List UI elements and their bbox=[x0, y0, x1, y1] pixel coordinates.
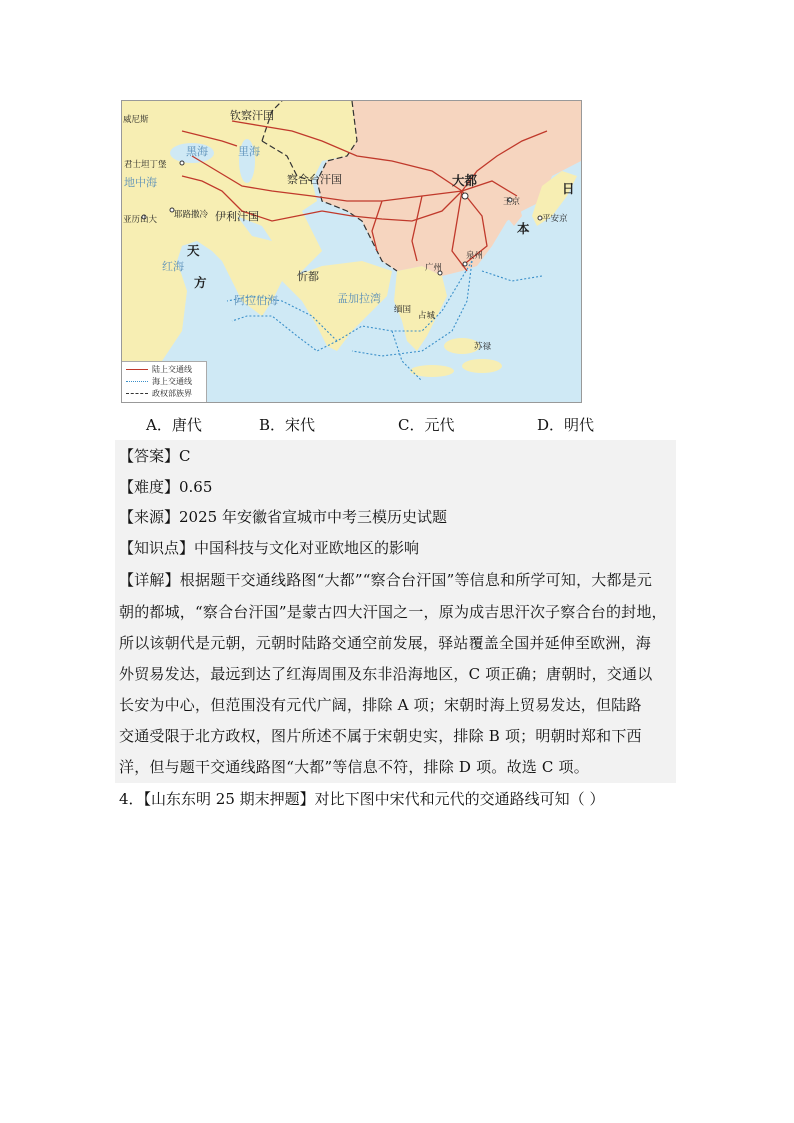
map-label-guangzhou: 广州 bbox=[425, 263, 443, 273]
map-legend bbox=[122, 361, 207, 402]
map-label-chagatai: 察合台汗国 bbox=[287, 173, 342, 186]
option-d[interactable]: D．明代 bbox=[537, 416, 595, 434]
legend-border-label: 政权部族界 bbox=[152, 389, 192, 398]
legend-land-label: 陆上交通线 bbox=[152, 365, 192, 374]
map-label-red-sea: 红海 bbox=[162, 260, 184, 273]
option-a[interactable]: A．唐代 bbox=[146, 416, 202, 434]
map-label-wangjing: 王京 bbox=[503, 197, 521, 207]
legend-sea-label: 海上交通线 bbox=[152, 377, 192, 386]
map-label-quanzhou: 泉州 bbox=[466, 251, 484, 261]
map-label-caspian: 里海 bbox=[238, 145, 260, 158]
map-label-alexandria: 亚历山大 bbox=[123, 215, 158, 225]
detail-line-7: 洋，但与题干交通线路图“大都”等信息不符，排除 D 项。故选 C 项。 bbox=[119, 758, 589, 776]
answer-line: 【答案】C bbox=[119, 447, 191, 465]
map-label-mian: 缅国 bbox=[394, 305, 412, 315]
map-label-zhancheng: 占城 bbox=[418, 311, 436, 321]
detail-line-4: 外贸易发达，最远到达了红海周围及东非沿海地区，C 项正确；唐朝时，交通以 bbox=[119, 665, 653, 683]
difficulty-line: 【难度】0.65 bbox=[119, 478, 213, 496]
map-label-sumatra: 苏禄 bbox=[474, 342, 492, 352]
map-label-bay-bengal: 孟加拉湾 bbox=[337, 292, 381, 305]
option-b[interactable]: B．宋代 bbox=[259, 416, 316, 434]
answer-options bbox=[0, 414, 794, 434]
map-label-tianfang-tian: 天 bbox=[187, 243, 200, 258]
question-4-stem: 4．【山东东明 25 期末押题】对比下图中宋代和元代的交通路线可知（ ） bbox=[119, 790, 605, 808]
map-label-ilkhanate: 伊利汗国 bbox=[215, 210, 259, 223]
detail-line-5: 长安为中心，但范围没有元代广阔，排除 A 项；宋朝时海上贸易发达，但陆路 bbox=[119, 696, 642, 714]
legend-border bbox=[126, 388, 192, 399]
map-label-xindu: 忻都 bbox=[297, 270, 319, 283]
map-label-heian: 平安京 bbox=[542, 214, 568, 224]
map-label-constantinople: 君士坦丁堡 bbox=[124, 160, 167, 170]
map-label-jerusalem: 耶路撒冷 bbox=[174, 210, 209, 220]
map-label-tianfang-fang: 方 bbox=[194, 275, 207, 290]
map-label-kipchak: 钦察汗国 bbox=[230, 109, 274, 122]
legend-border-line bbox=[126, 393, 148, 394]
knowledge-line: 【知识点】中国科技与文化对亚欧地区的影响 bbox=[119, 539, 420, 557]
map-label-arabian-sea: 阿拉伯海 bbox=[234, 294, 278, 307]
map-label-japan-ri: 日 bbox=[562, 181, 575, 196]
detail-line-3: 所以该朝代是元朝，元朝时陆路交通空前发展，驿站覆盖全国并延伸至欧洲，海 bbox=[119, 634, 652, 652]
map-label-mediterranean: 地中海 bbox=[124, 176, 157, 189]
legend-sea-route bbox=[126, 376, 192, 387]
detail-line-1: 【详解】根据题干交通线路图“大都”“察合台汗国”等信息和所学可知，大都是元 bbox=[119, 571, 653, 589]
legend-land-route bbox=[126, 364, 192, 375]
legend-land-line bbox=[126, 369, 148, 370]
yuan-dynasty-route-map bbox=[121, 100, 582, 403]
map-label-japan-ben: 本 bbox=[517, 221, 530, 236]
map-label-dadu: 大都 bbox=[452, 173, 478, 188]
map-label-black-sea: 黑海 bbox=[186, 145, 208, 158]
legend-sea-line bbox=[126, 381, 148, 382]
detail-line-2: 朝的都城，“察合台汗国”是蒙古四大汗国之一，原为成吉思汗次子察合台的封地， bbox=[119, 603, 667, 621]
map-label-venice: 威尼斯 bbox=[123, 115, 149, 125]
detail-line-6: 交通受限于北方政权，图片所述不属于宋朝史实，排除 B 项；明朝时郑和下西 bbox=[119, 727, 642, 745]
option-c[interactable]: C．元代 bbox=[398, 416, 455, 434]
source-line: 【来源】2025 年安徽省宣城市中考三模历史试题 bbox=[119, 508, 447, 526]
